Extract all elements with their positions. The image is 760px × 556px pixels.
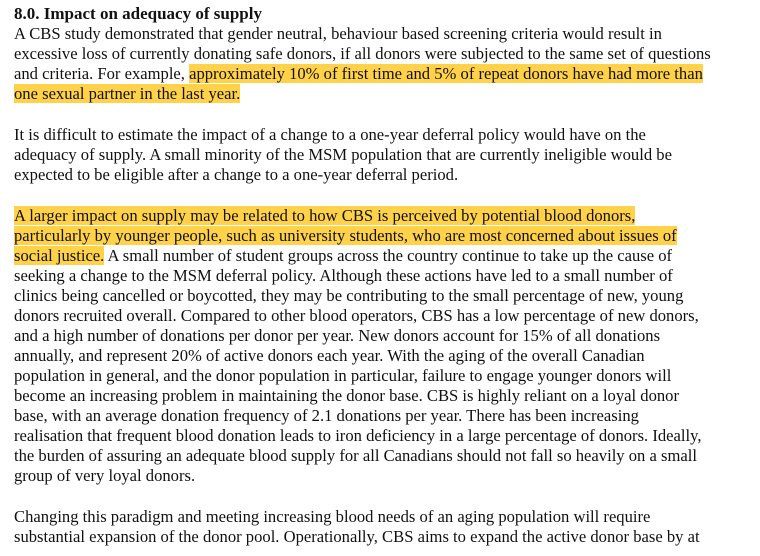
document-page (14, 4, 754, 547)
text-line: Changing this paradigm and meeting increasing blood needs of an aging population will require (14, 507, 651, 526)
paragraph-paradigm (14, 507, 754, 547)
paragraph-supply-loss (14, 24, 754, 104)
text-line: realisation that frequent blood donation leads to iron deficiency in a large percentage of donors. Ideally, (14, 426, 702, 445)
text-line (14, 226, 754, 246)
highlighted-text: particularly by younger people, such as university students, who are most concerned about issues of (14, 226, 677, 245)
text-segment: A small number of student groups across the country continue to take up the cause of (104, 246, 673, 265)
highlighted-text: A larger impact on supply may be related to how CBS is perceived by potential blood donors, (14, 206, 636, 225)
paragraph-deferral-impact (14, 125, 754, 185)
text-line (14, 64, 754, 84)
paragraph-gap (14, 486, 754, 507)
text-line: become an increasing problem in maintaining the donor base. CBS is highly reliant on a loyal donor (14, 386, 679, 405)
highlighted-text: one sexual partner in the last year. (14, 84, 241, 103)
highlighted-text: approximately 10% of first time and 5% of repeat donors have had more than (189, 64, 703, 83)
highlighted-text: social justice. (14, 246, 105, 265)
text-segment: and criteria. For example, (14, 64, 190, 83)
text-line: adequacy of supply. A small minority of the MSM population that are currently ineligible would be (14, 145, 672, 164)
text-line: expected to be eligible after a change to a one-year deferral period. (14, 165, 459, 184)
text-line: population in general, and the donor population in particular, failure to engage younger donors will (14, 366, 672, 385)
text-line (14, 84, 754, 104)
paragraph-perception (14, 206, 754, 486)
text-line: and a high number of donations per donor per year. New donors account for 15% of all donations (14, 326, 661, 345)
paragraph-gap (14, 104, 754, 125)
text-line: It is difficult to estimate the impact of a change to a one-year deferral policy would have on the (14, 125, 646, 144)
text-line: base, with an average donation frequency of 2.1 donations per year. There has been increasing (14, 406, 639, 425)
text-line (14, 246, 754, 266)
paragraph-gap (14, 185, 754, 206)
text-line: annually, and represent 20% of active donors each year. With the aging of the overall Canadian (14, 346, 645, 365)
text-line (14, 206, 754, 226)
text-line: the burden of assuring an adequate blood supply for all Canadians should not fall so heavily on a small (14, 446, 697, 465)
text-line: excessive loss of currently donating safe donors, if all donors were subjected to the same set of questions (14, 44, 711, 63)
section-heading: 8.0. Impact on adequacy of supply (14, 4, 262, 23)
text-line: group of very loyal donors. (14, 466, 196, 485)
text-line: seeking a change to the MSM deferral policy. Although these actions have led to a small number of (14, 266, 673, 285)
text-line: A CBS study demonstrated that gender neutral, behaviour based screening criteria would result in (14, 24, 662, 43)
text-line: substantial expansion of the donor pool. Operationally, CBS aims to expand the active donor base by at (14, 527, 700, 546)
text-line: donors recruited overall. Compared to other blood operators, CBS has a low percentage of new donors, (14, 306, 699, 325)
text-line: clinics being cancelled or boycotted, they may be contributing to the small percentage of new, young (14, 286, 684, 305)
